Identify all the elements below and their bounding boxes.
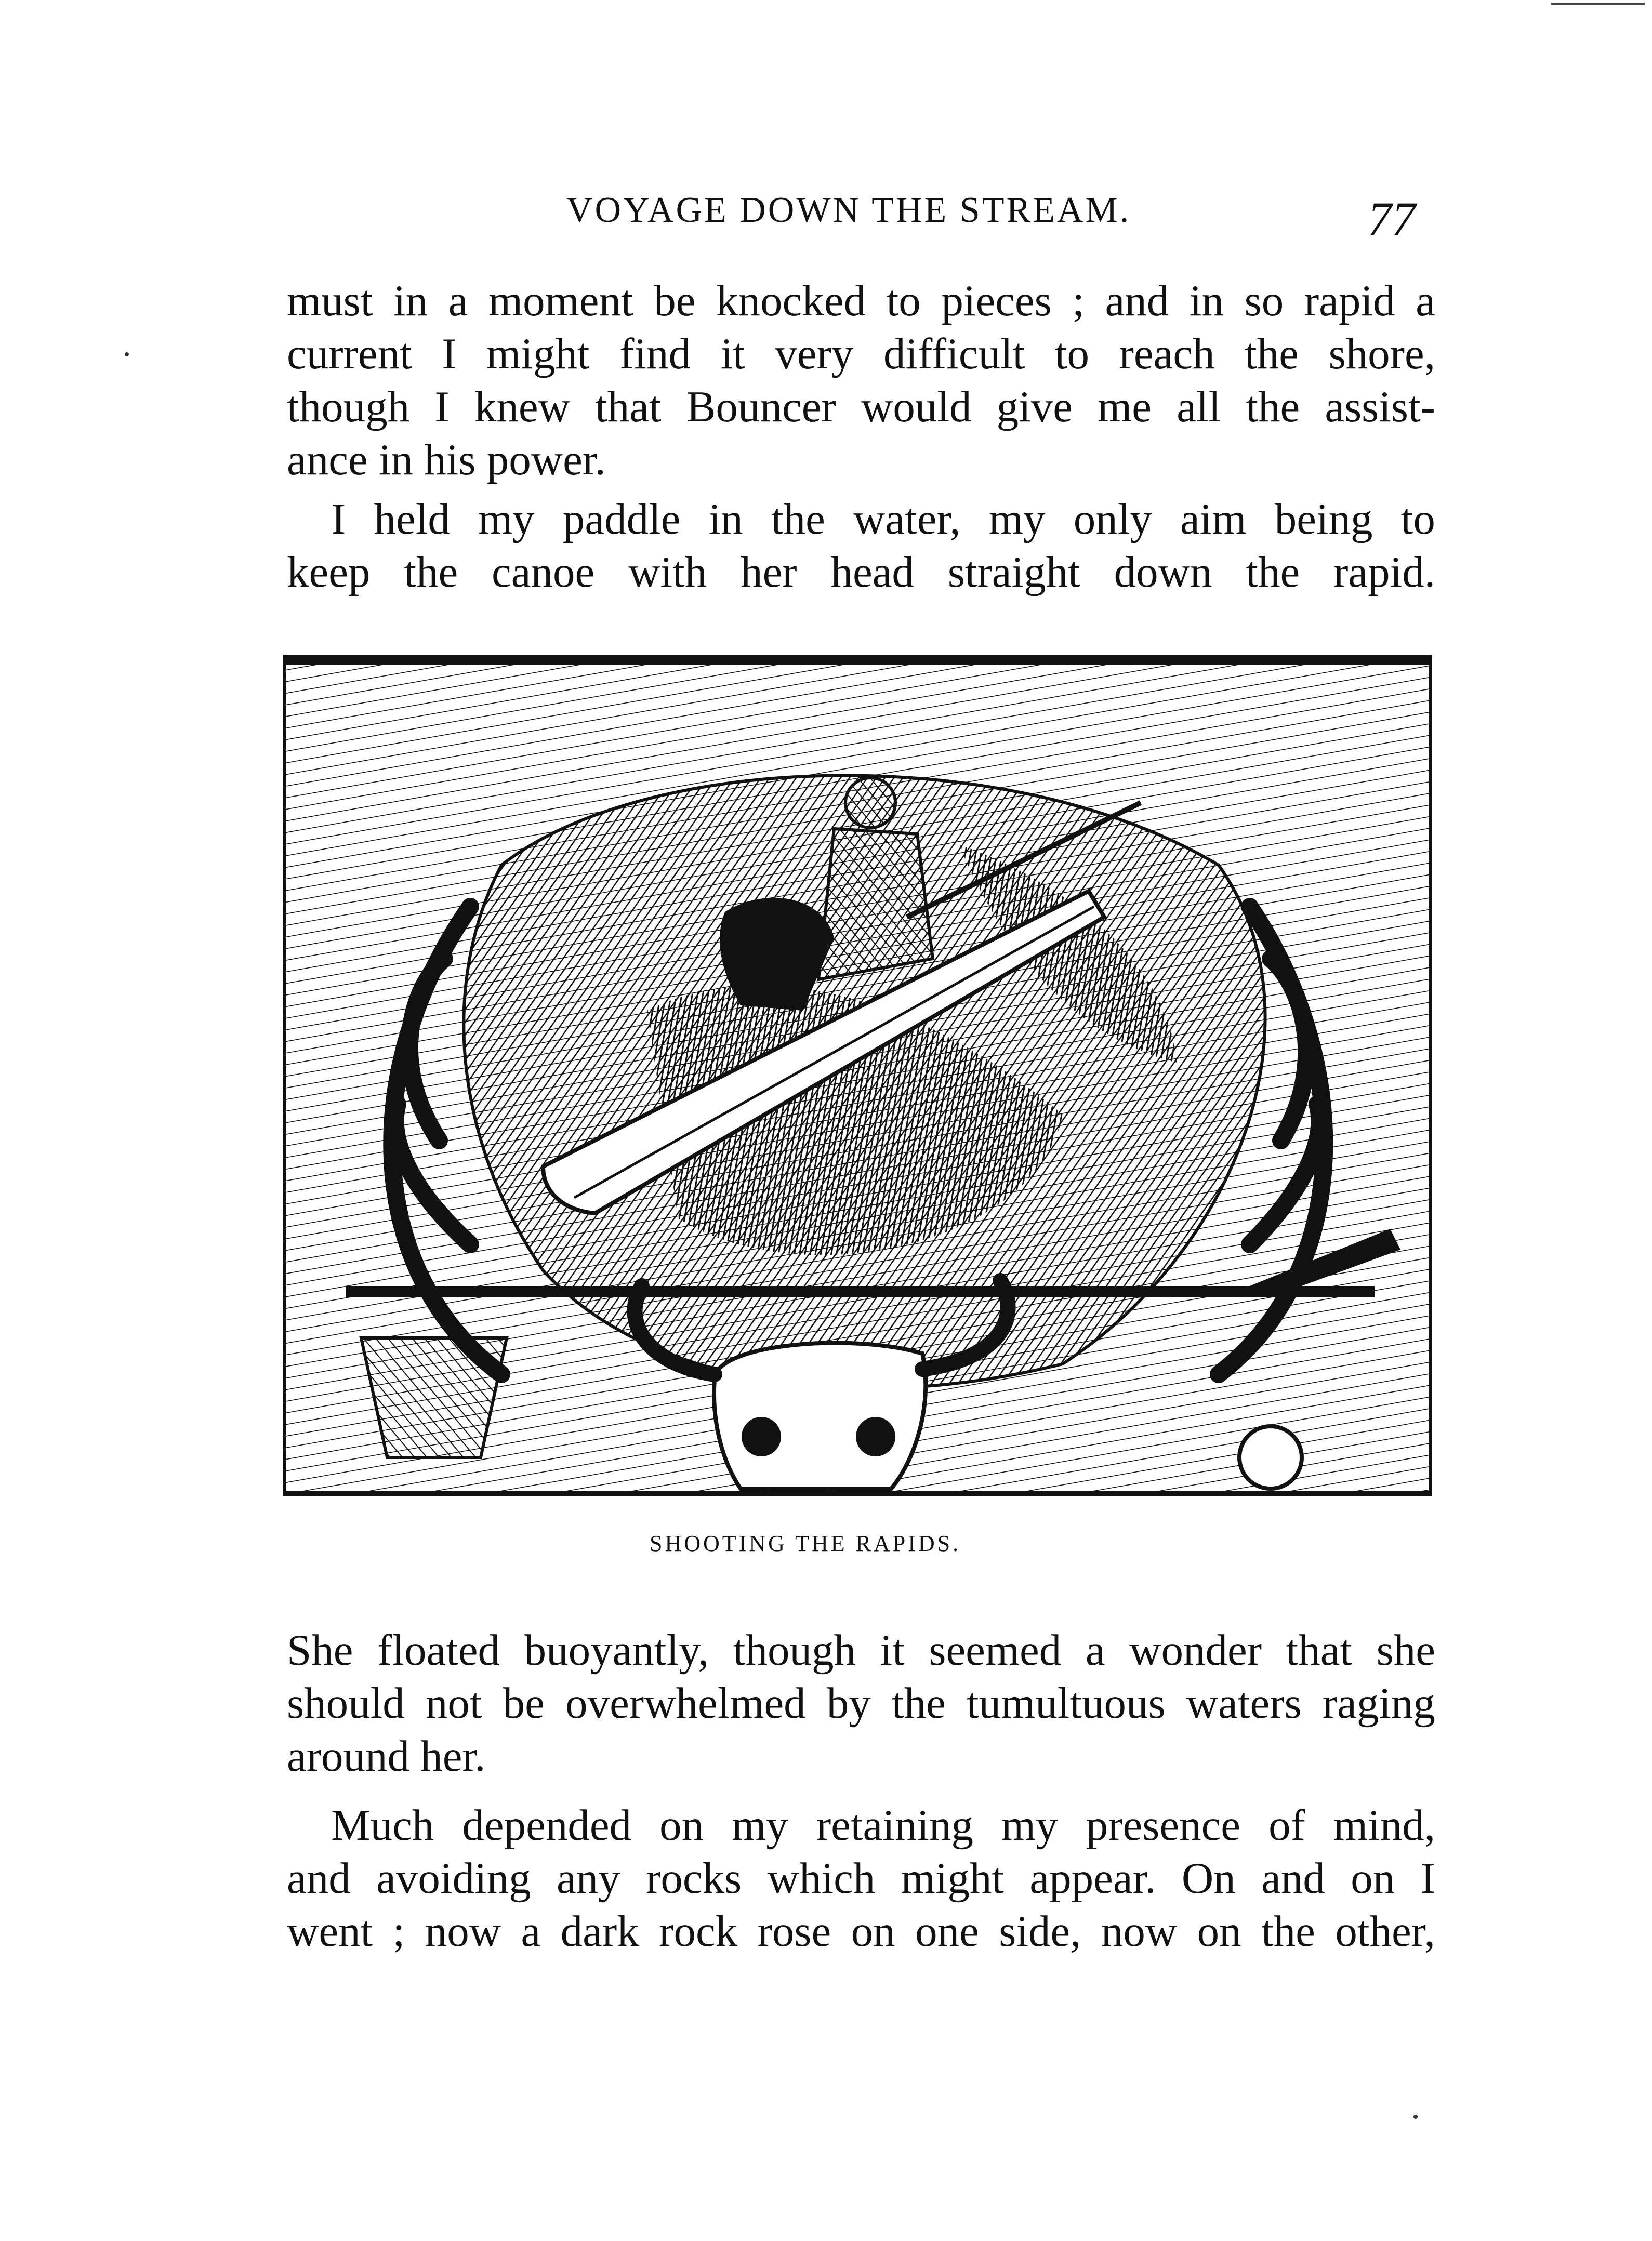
- skull-eye: [742, 1417, 781, 1456]
- engraving-illustration: [283, 647, 1432, 1509]
- paragraph-1: [287, 274, 1435, 486]
- word: avoiding: [376, 1854, 531, 1903]
- paragraph-2: [287, 493, 1435, 599]
- word: being: [1274, 495, 1373, 543]
- word: the: [1246, 548, 1300, 596]
- word: a: [1085, 1626, 1105, 1675]
- word: buoyantly,: [524, 1626, 709, 1675]
- text-line: [287, 546, 1435, 599]
- word: overwhelmed: [565, 1679, 806, 1728]
- word: and: [1261, 1854, 1325, 1903]
- word: now: [425, 1907, 501, 1956]
- text-line: [287, 380, 1435, 433]
- word: be: [654, 276, 696, 325]
- word: now: [1101, 1907, 1178, 1956]
- word: I: [1420, 1854, 1435, 1903]
- word: wonder: [1129, 1626, 1262, 1675]
- word: side,: [999, 1907, 1081, 1956]
- word: presence: [1086, 1801, 1241, 1850]
- word: rose: [757, 1907, 831, 1956]
- word: in: [708, 495, 743, 543]
- word: the: [404, 548, 458, 596]
- word: might: [486, 329, 590, 378]
- word: She: [287, 1626, 353, 1675]
- word: with: [628, 548, 707, 596]
- word: by: [826, 1679, 871, 1728]
- word: tumultuous: [967, 1679, 1166, 1728]
- text-line: [287, 1852, 1435, 1905]
- word: I: [331, 495, 346, 543]
- word: might: [901, 1854, 1005, 1903]
- text-line: [287, 1905, 1435, 1958]
- word: that: [595, 382, 662, 431]
- frame-bottom: [283, 1491, 1432, 1496]
- word: a: [1416, 276, 1435, 325]
- word: rapid: [1304, 276, 1395, 325]
- text-line: ance in his power.: [287, 435, 606, 484]
- text-line: [287, 1624, 1435, 1677]
- word: retaining: [816, 1801, 973, 1850]
- skull: [714, 1343, 926, 1489]
- word: in: [1189, 276, 1224, 325]
- word: she: [1376, 1626, 1435, 1675]
- paddler-body: [818, 829, 933, 979]
- corner-rule-mark: [1551, 3, 1645, 5]
- word: be: [503, 1679, 545, 1728]
- skull-eye: [856, 1417, 895, 1456]
- word: my: [478, 495, 535, 543]
- running-header: VOYAGE DOWN THE STREAM.: [566, 190, 1131, 230]
- word: Much: [331, 1801, 434, 1850]
- word: floated: [377, 1626, 500, 1675]
- word: must: [287, 276, 373, 325]
- word: and: [287, 1854, 351, 1903]
- word: mind,: [1333, 1801, 1435, 1850]
- word: current: [287, 329, 412, 378]
- word: On: [1181, 1854, 1236, 1903]
- word: water,: [853, 495, 961, 543]
- word: rapid.: [1333, 548, 1435, 596]
- word: one: [915, 1907, 979, 1956]
- powder-flask: [1239, 1426, 1302, 1489]
- word: me: [1098, 382, 1152, 431]
- word: my: [1001, 1801, 1058, 1850]
- word: all: [1177, 382, 1221, 431]
- word: that: [1286, 1626, 1353, 1675]
- word: held: [374, 495, 450, 543]
- word: rocks: [646, 1854, 742, 1903]
- word: it: [880, 1626, 905, 1675]
- word: seemed: [929, 1626, 1062, 1675]
- word: my: [732, 1801, 788, 1850]
- word: ;: [1072, 276, 1085, 325]
- word: the: [1245, 329, 1299, 378]
- word: of: [1268, 1801, 1305, 1850]
- word: on: [1351, 1854, 1395, 1903]
- text-line: [287, 493, 1435, 546]
- figure-caption: SHOOTING THE RAPIDS.: [650, 1531, 961, 1556]
- word: keep: [287, 548, 371, 596]
- word: to: [1400, 495, 1435, 543]
- word: my: [988, 495, 1046, 543]
- word: very: [775, 329, 854, 378]
- word: the: [1246, 382, 1300, 431]
- word: though: [287, 382, 410, 431]
- print-speck: [125, 352, 129, 356]
- word: down: [1114, 548, 1212, 596]
- word: straight: [947, 548, 1080, 596]
- word: other,: [1335, 1907, 1435, 1956]
- word: waters: [1186, 1679, 1302, 1728]
- hanging-rod: [283, 655, 1432, 664]
- word: rock: [659, 1907, 738, 1956]
- word: canoe: [492, 548, 595, 596]
- word: though: [733, 1626, 856, 1675]
- word: ;: [392, 1907, 405, 1956]
- word: on: [1197, 1907, 1241, 1956]
- word: which: [767, 1854, 876, 1903]
- paragraph-4: [287, 1799, 1435, 1958]
- word: assist-: [1325, 382, 1435, 431]
- word: pieces: [941, 276, 1052, 325]
- word: would: [861, 382, 972, 431]
- word: to: [1054, 329, 1089, 378]
- text-line: [287, 327, 1435, 380]
- word: knew: [474, 382, 570, 431]
- word: dark: [560, 1907, 639, 1956]
- word: should: [287, 1679, 405, 1728]
- text-line: [287, 1677, 1435, 1730]
- paddler-head: [845, 778, 895, 828]
- text-line: around her.: [287, 1732, 486, 1781]
- word: her: [741, 548, 797, 596]
- word: appear.: [1029, 1854, 1156, 1903]
- word: the: [892, 1679, 946, 1728]
- word: I: [434, 382, 450, 431]
- word: not: [425, 1679, 482, 1728]
- word: a: [521, 1907, 541, 1956]
- word: head: [830, 548, 914, 596]
- word: give: [996, 382, 1073, 431]
- word: difficult: [883, 329, 1025, 378]
- page-number: 77: [1368, 192, 1416, 245]
- word: a: [448, 276, 468, 325]
- text-line: [287, 274, 1435, 327]
- word: so: [1244, 276, 1284, 325]
- word: on: [851, 1907, 895, 1956]
- word: paddle: [562, 495, 681, 543]
- word: went: [287, 1907, 373, 1956]
- word: Bouncer: [686, 382, 836, 431]
- word: to: [886, 276, 921, 325]
- word: find: [619, 329, 691, 378]
- word: the: [1261, 1907, 1315, 1956]
- word: moment: [488, 276, 633, 325]
- word: knocked: [716, 276, 866, 325]
- word: and: [1105, 276, 1169, 325]
- word: it: [720, 329, 745, 378]
- word: I: [442, 329, 457, 378]
- paragraph-3: [287, 1624, 1435, 1783]
- word: the: [771, 495, 825, 543]
- word: reach: [1119, 329, 1215, 378]
- word: only: [1073, 495, 1152, 543]
- print-speck: [1413, 2115, 1418, 2119]
- word: on: [659, 1801, 704, 1850]
- word: shore,: [1328, 329, 1435, 378]
- fishing-net: [361, 1338, 507, 1457]
- word: depended: [462, 1801, 632, 1850]
- word: any: [556, 1854, 620, 1903]
- word: aim: [1180, 495, 1247, 543]
- text-line: [287, 1799, 1435, 1852]
- word: raging: [1322, 1679, 1435, 1728]
- word: in: [393, 276, 428, 325]
- rifle: [346, 1286, 1375, 1297]
